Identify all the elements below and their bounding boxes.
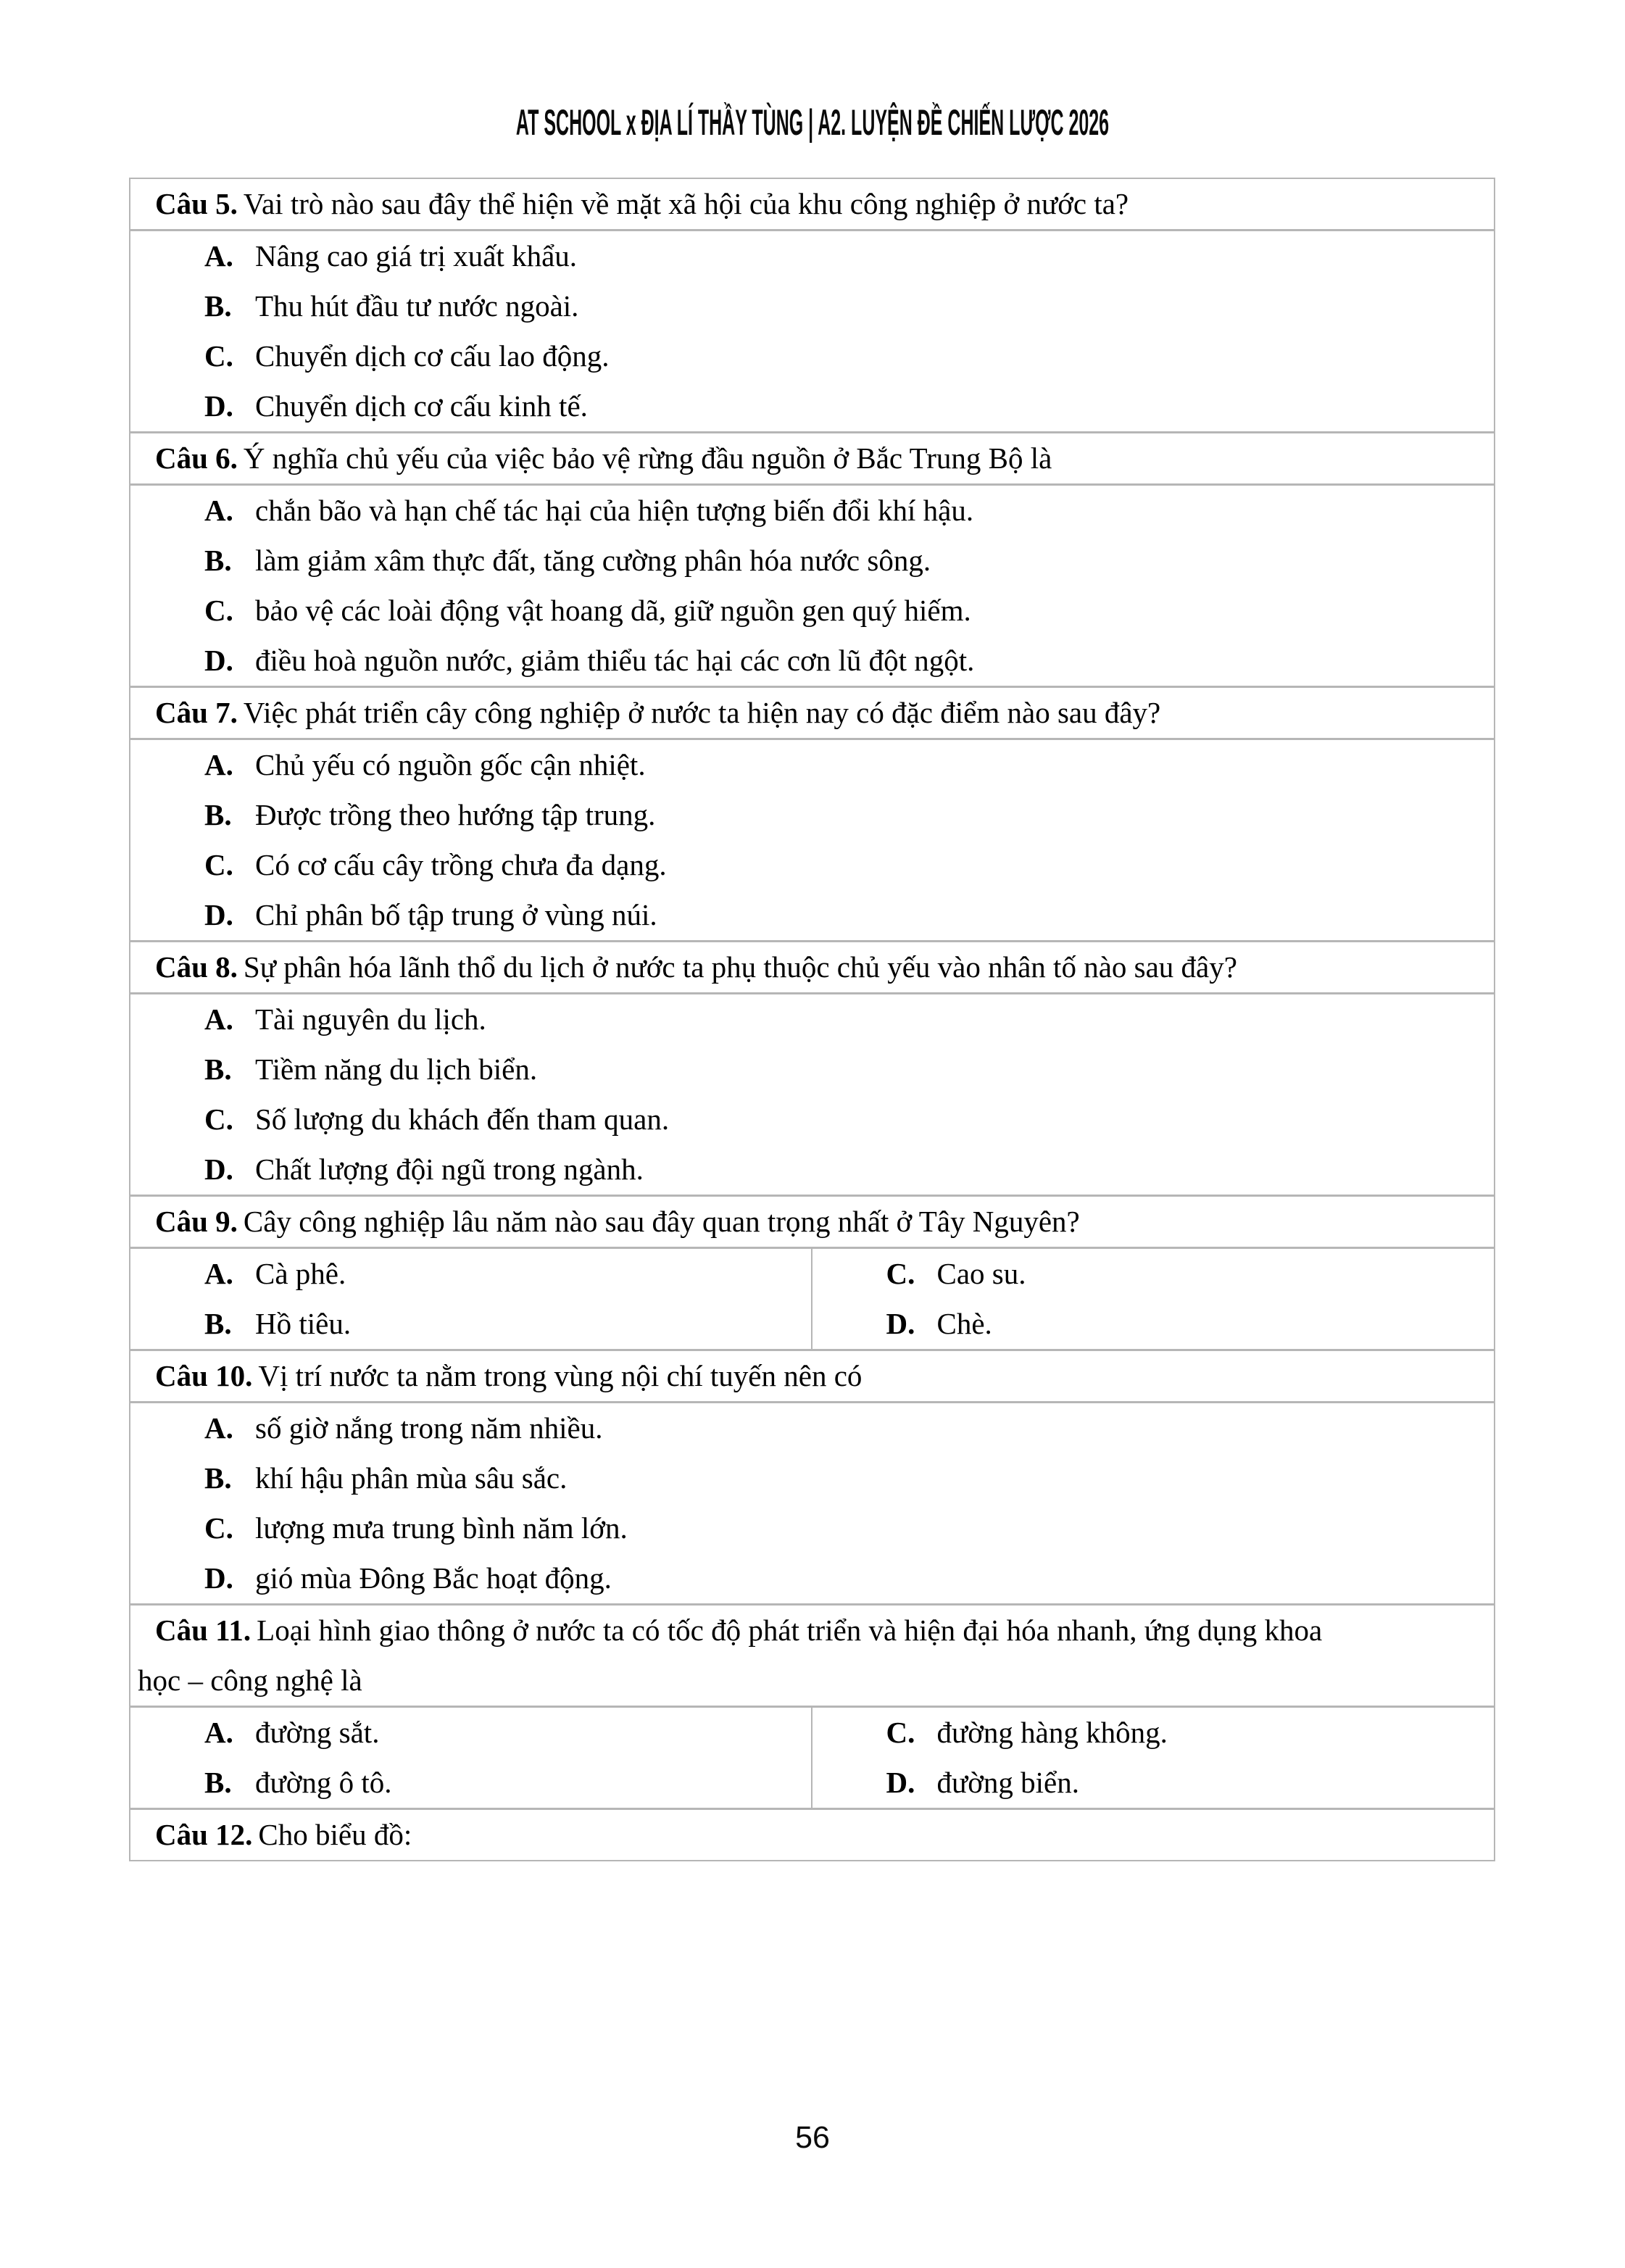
option-text: Chuyển dịch cơ cấu kinh tế.: [255, 389, 588, 423]
question-block: [130, 942, 1494, 1197]
option-text: khí hậu phân mùa sâu sắc.: [255, 1461, 568, 1495]
options-column-left: [130, 1708, 812, 1808]
option-text: Tài nguyên du lịch.: [255, 1002, 486, 1036]
answer-option: [812, 1249, 1495, 1299]
option-text: đường sắt.: [255, 1716, 380, 1749]
answer-option: [130, 331, 1494, 381]
answer-option: [130, 486, 1494, 536]
option-text: Số lượng du khách đến tham quan.: [255, 1102, 670, 1136]
option-text: Tiềm năng du lịch biển.: [255, 1052, 538, 1086]
answer-option: [130, 381, 1494, 431]
running-head: AT SCHOOL x ĐỊA LÍ THẦY TÙNG | A2. LUYỆN ĐỀ CHIẾN LƯỢC 2026: [515, 102, 1110, 143]
answer-option: [130, 636, 1494, 686]
question-header: [130, 1197, 1494, 1249]
question-block: [130, 688, 1494, 942]
question-block: [130, 179, 1494, 433]
answer-option: [130, 1249, 811, 1299]
option-text: Được trồng theo hướng tập trung.: [255, 798, 656, 831]
question-number: Câu 11.: [155, 1613, 252, 1647]
answer-option: [130, 1503, 1494, 1553]
option-letter: B.: [204, 1461, 232, 1495]
option-text: Cà phê.: [255, 1257, 346, 1290]
page-number: 56: [795, 2120, 830, 2155]
option-letter: D.: [886, 1307, 915, 1340]
question-options: [130, 994, 1494, 1197]
question-header: [130, 179, 1494, 231]
answer-option: [130, 536, 1494, 586]
option-text: Chỉ phân bố tập trung ở vùng núi.: [255, 898, 657, 931]
options-column-left: [130, 1249, 812, 1349]
option-text: chắn bão và hạn chế tác hại của hiện tượng biến đổi khí hậu.: [255, 494, 974, 527]
option-letter: A.: [204, 1257, 233, 1290]
answer-option: [130, 586, 1494, 636]
question-number: Câu 5.: [155, 187, 238, 220]
option-text: đường hàng không.: [936, 1716, 1168, 1749]
option-text: Cao su.: [936, 1257, 1026, 1290]
question-number: Câu 8.: [155, 950, 238, 984]
option-text: gió mùa Đông Bắc hoạt động.: [255, 1561, 612, 1595]
question-text: Sự phân hóa lãnh thổ du lịch ở nước ta phụ thuộc chủ yếu vào nhân tố nào sau đây?: [243, 950, 1237, 984]
options-column-right: [812, 1249, 1495, 1349]
question-header: [130, 688, 1494, 740]
option-text: Chủ yếu có nguồn gốc cận nhiệt.: [255, 748, 646, 781]
question-block: [130, 1606, 1494, 1810]
option-letter: B.: [204, 289, 232, 323]
option-letter: A.: [204, 239, 233, 273]
question-options: [130, 486, 1494, 688]
answer-option: [130, 1553, 1494, 1603]
option-letter: A.: [204, 1411, 233, 1445]
question-block: [130, 1197, 1494, 1351]
question-number: Câu 9.: [155, 1205, 238, 1238]
option-letter: A.: [204, 748, 233, 781]
option-letter: B.: [204, 1052, 232, 1086]
option-text: làm giảm xâm thực đất, tăng cường phân hóa nước sông.: [255, 544, 931, 577]
option-letter: D.: [204, 1561, 233, 1595]
option-letter: D.: [204, 1152, 233, 1186]
answer-option: [130, 1044, 1494, 1094]
answer-option: [812, 1708, 1495, 1758]
option-letter: B.: [204, 544, 232, 577]
question-header: [130, 1606, 1494, 1708]
option-letter: C.: [886, 1257, 915, 1290]
question-number: Câu 12.: [155, 1818, 253, 1851]
option-letter: D.: [204, 389, 233, 423]
answer-option: [130, 1299, 811, 1349]
option-text: Chè.: [936, 1307, 992, 1340]
option-letter: D.: [204, 898, 233, 931]
option-letter: D.: [886, 1766, 915, 1799]
question-options: [130, 1249, 1494, 1351]
option-text: Chuyển dịch cơ cấu lao động.: [255, 339, 610, 373]
question-header: [130, 433, 1494, 486]
answer-option: [130, 1758, 811, 1808]
question-text: Vị trí nước ta nằm trong vùng nội chí tuyến nên có: [258, 1359, 863, 1392]
question-block: [130, 433, 1494, 688]
options-column-right: [812, 1708, 1495, 1808]
answer-option: [130, 281, 1494, 331]
question-options: [130, 231, 1494, 433]
option-text: Có cơ cấu cây trồng chưa đa dạng.: [255, 848, 667, 881]
answer-option: [130, 790, 1494, 840]
question-options: [130, 1708, 1494, 1810]
question-text: Việc phát triển cây công nghiệp ở nước ta hiện nay có đặc điểm nào sau đây?: [243, 696, 1161, 729]
answer-option: [130, 1708, 811, 1758]
question-text: Cho biểu đồ:: [258, 1818, 412, 1851]
option-letter: C.: [204, 594, 233, 627]
question-text: Loại hình giao thông ở nước ta có tốc độ phát triển và hiện đại hóa nhanh, ứng dụng khoa học – công nghệ là: [138, 1613, 1323, 1697]
question-options: [130, 1403, 1494, 1606]
option-letter: B.: [204, 798, 232, 831]
option-text: Chất lượng đội ngũ trong ngành.: [255, 1152, 644, 1186]
answer-option: [812, 1758, 1495, 1808]
option-letter: C.: [204, 339, 233, 373]
answer-option: [130, 1453, 1494, 1503]
option-letter: B.: [204, 1307, 232, 1340]
answer-option: [130, 840, 1494, 890]
option-text: Thu hút đầu tư nước ngoài.: [255, 289, 579, 323]
questions-table: [129, 178, 1495, 1861]
option-text: Hồ tiêu.: [255, 1307, 352, 1340]
question-header: [130, 942, 1494, 994]
answer-option: [130, 994, 1494, 1044]
answer-option: [130, 740, 1494, 790]
question-text: Cây công nghiệp lâu năm nào sau đây quan trọng nhất ở Tây Nguyên?: [243, 1205, 1080, 1238]
question-number: Câu 7.: [155, 696, 238, 729]
option-letter: A.: [204, 1002, 233, 1036]
option-text: số giờ nắng trong năm nhiều.: [255, 1411, 603, 1445]
option-letter: C.: [886, 1716, 915, 1749]
question-number: Câu 6.: [155, 441, 238, 475]
option-letter: A.: [204, 494, 233, 527]
answer-option: [130, 1145, 1494, 1195]
answer-option: [130, 1094, 1494, 1145]
option-letter: C.: [204, 1102, 233, 1136]
option-text: đường ô tô.: [255, 1766, 392, 1799]
option-text: đường biển.: [936, 1766, 1079, 1799]
answer-option: [130, 231, 1494, 281]
option-text: điều hoà nguồn nước, giảm thiểu tác hại các cơn lũ đột ngột.: [255, 644, 975, 677]
question-header: [130, 1810, 1494, 1860]
answer-option: [130, 890, 1494, 940]
question-options: [130, 740, 1494, 942]
question-text: Ý nghĩa chủ yếu của việc bảo vệ rừng đầu nguồn ở Bắc Trung Bộ là: [243, 441, 1052, 475]
option-letter: D.: [204, 644, 233, 677]
option-text: Nâng cao giá trị xuất khẩu.: [255, 239, 578, 273]
question-block: [130, 1810, 1494, 1860]
answer-option: [130, 1403, 1494, 1453]
option-letter: B.: [204, 1766, 232, 1799]
option-text: lượng mưa trung bình năm lớn.: [255, 1511, 628, 1545]
question-number: Câu 10.: [155, 1359, 253, 1392]
option-text: bảo vệ các loài động vật hoang dã, giữ nguồn gen quý hiếm.: [255, 594, 971, 627]
option-letter: C.: [204, 1511, 233, 1545]
question-block: [130, 1351, 1494, 1606]
question-text: Vai trò nào sau đây thể hiện về mặt xã hội của khu công nghiệp ở nước ta?: [243, 187, 1129, 220]
option-letter: A.: [204, 1716, 233, 1749]
question-header: [130, 1351, 1494, 1403]
answer-option: [812, 1299, 1495, 1349]
option-letter: C.: [204, 848, 233, 881]
